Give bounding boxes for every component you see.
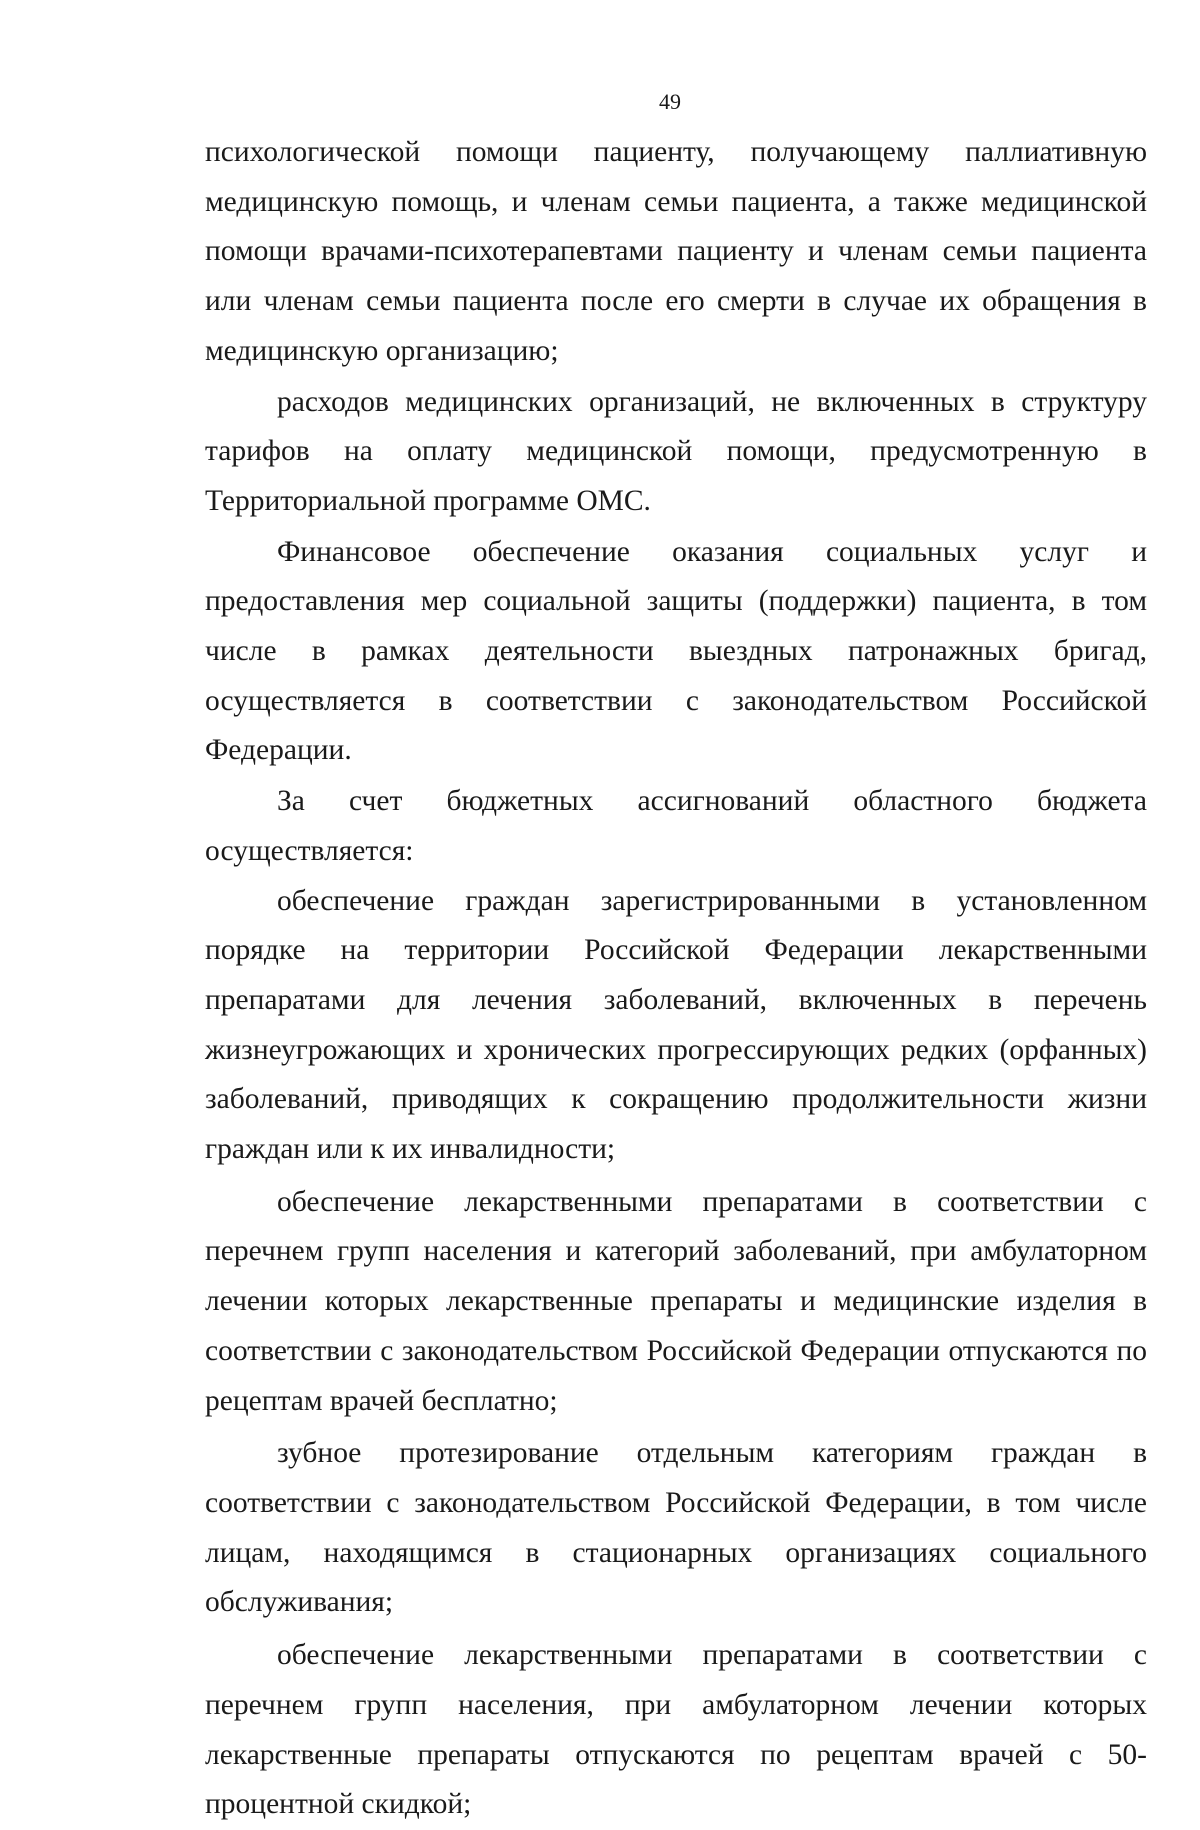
document-body [205,128,1147,1830]
paragraph-social-services-financing: Финансовое обеспечение оказания социальных услуг и предоставления мер социальной защиты (поддержки) пациента, в том числе в рамках деятельности выездных патронажных бригад, осуществляется в соответствии с законодательством Российской Федерации. [205,535,1147,767]
paragraph-regional-budget-intro: За счет бюджетных ассигнований областного бюджета осуществляется: [205,785,1147,867]
paragraph-medical-organizations-expenses: расходов медицинских организаций, не включенных в структуру тарифов на оплату медицинской помощи, предусмотренную в Территориальной программе ОМС. [205,385,1147,517]
list-item-free-prescription-drugs: обеспечение лекарственными препаратами в соответствии с перечнем групп населения и категорий заболеваний, при амбулаторном лечении которых лекарственные препараты и медицинские изделия в соответствии с законодательством Российской Федерации отпускаются по рецептам врачей бесплатно; [205,1185,1147,1417]
page-number: 49 [659,89,681,114]
list-item-dental-prosthetics: зубное протезирование отдельным категориям граждан в соответствии с законодательством Российской Федерации, в том числе лицам, находящимся в стационарных организациях социального обслуживания; [205,1437,1147,1619]
paragraph-palliative-psychological-help: психологической помощи пациенту, получающему паллиативную медицинскую помощь, и членам семьи пациента, а также медицинской помощи врачами-психотерапевтами пациенту и членам семьи пациента или членам семьи пациента после его смерти в случае их обращения в медицинскую организацию; [205,136,1147,367]
list-item-discounted-prescription-drugs: обеспечение лекарственными препаратами в соответствии с перечнем групп населения, при амбулаторном лечении которых лекарственные препараты отпускаются по рецептам врачей с 50-процентной скидкой; [205,1639,1147,1821]
list-item-orphan-diseases-drugs: обеспечение граждан зарегистрированными в установленном порядке на территории Российской Федерации лекарственными препаратами для лечения заболеваний, включенных в перечень жизнеугрожающих и хронических прогрессирующих редких (орфанных) заболеваний, приводящих к сокращению продолжительности жизни граждан или к их инвалидности; [205,884,1147,1166]
